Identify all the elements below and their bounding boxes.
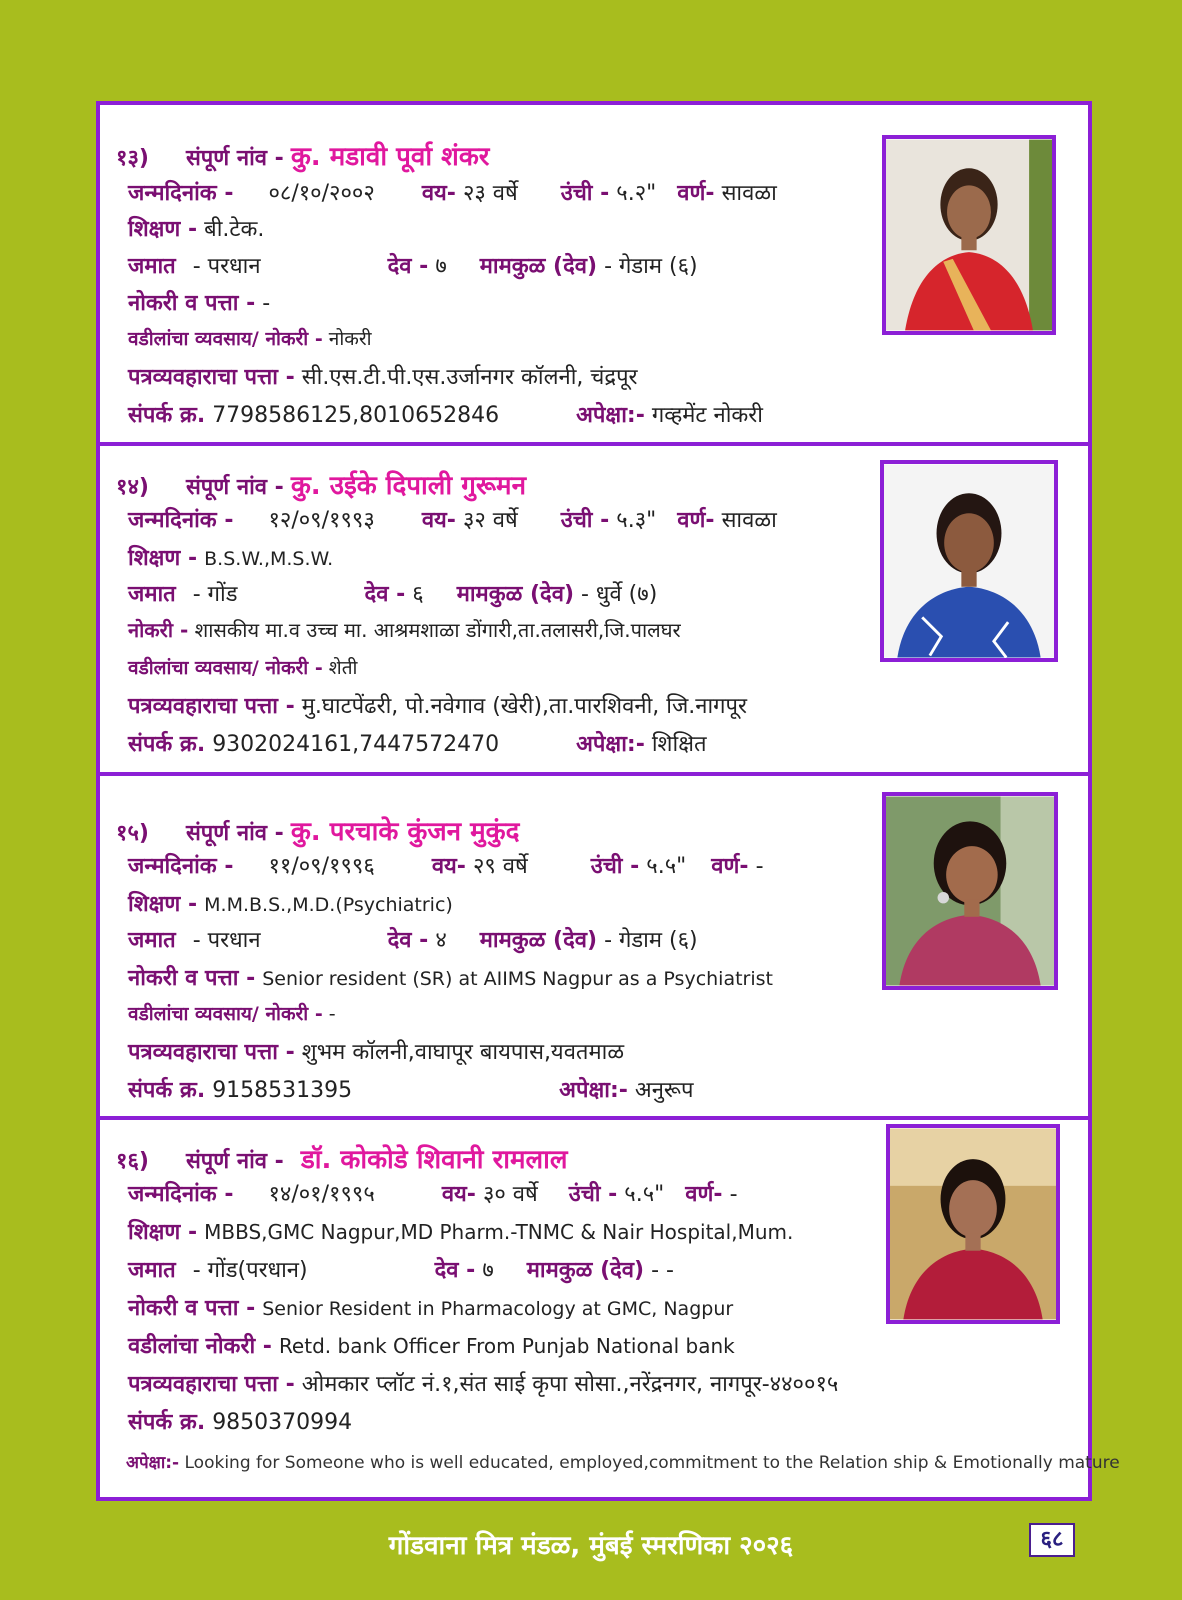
expect-label: अपेक्षा:- <box>576 732 645 757</box>
profile-photo <box>880 460 1058 662</box>
mamkul-value: - गेडाम (६) <box>604 254 698 279</box>
profile-number: १५) <box>116 821 149 846</box>
address-value: शुभम कॉलनी,वाघापूर बायपास,यवतमाळ <box>301 1040 625 1065</box>
portrait-image <box>890 1128 1056 1320</box>
contact-label: संपर्क क्र. <box>128 732 206 757</box>
profile-card <box>100 446 1088 772</box>
contact-value: 7798586125,8010652846 <box>212 403 500 428</box>
contact-value: 9158531395 <box>212 1078 353 1103</box>
father-value: - <box>328 1003 336 1025</box>
age-value: ३२ वर्षे <box>462 508 518 533</box>
education-label: शिक्षण - <box>128 217 198 242</box>
caste-value: - गोंड(परधान) <box>192 1258 308 1283</box>
dob-label: जन्मदिनांक - <box>128 1182 234 1207</box>
father-label: वडीलांचा नोकरी - <box>128 1334 272 1359</box>
address-label: पत्रव्यवहाराचा पत्ता - <box>128 694 295 719</box>
height-label: उंची - <box>560 181 610 206</box>
portrait-image <box>884 464 1054 658</box>
dob-value: १२/०९/१९९३ <box>268 508 375 533</box>
complexion-value: सावळा <box>721 508 777 533</box>
mamkul-label: मामकुळ (देव) <box>456 582 574 607</box>
profile-name: कु. परचाके कुंजन मुकुंद <box>290 817 520 847</box>
dev-label: देव - <box>434 1258 476 1283</box>
fullname-label: संपूर्ण नांव - <box>185 1149 284 1174</box>
caste-label: जमात <box>128 928 176 953</box>
job-value: Senior resident (SR) at AIIMS Nagpur as a Psychiatrist <box>262 968 773 990</box>
education-label: शिक्षण - <box>128 1220 198 1245</box>
height-label: उंची - <box>568 1182 618 1207</box>
caste-label: जमात <box>128 582 176 607</box>
contact-value: 9302024161,7447572470 <box>212 732 500 757</box>
caste-value: - परधान <box>192 254 261 279</box>
education-value: B.S.W.,M.S.W. <box>204 548 334 570</box>
expect-label: अपेक्षा:- <box>576 403 645 428</box>
job-value: शासकीय मा.व उच्च मा. आश्रमशाळा डोंगारी,ता.तलासरी,जि.पालघर <box>194 618 681 642</box>
profile-photo <box>882 135 1056 335</box>
address-label: पत्रव्यवहाराचा पत्ता - <box>128 1372 295 1397</box>
job-label: नोकरी व पत्ता - <box>128 1296 256 1321</box>
job-value: Senior Resident in Pharmacology at GMC, Nagpur <box>262 1298 734 1320</box>
profile-name: कु. उईके दिपाली गुरूमन <box>290 471 527 501</box>
dob-value: ०८/१०/२००२ <box>268 181 375 206</box>
address-value: सी.एस.टी.पी.एस.उर्जानगर कॉलनी, चंद्रपूर <box>301 365 638 390</box>
mamkul-label: मामकुळ (देव) <box>526 1258 645 1283</box>
job-label: नोकरी - <box>128 618 189 642</box>
age-label: वय- <box>421 508 456 533</box>
father-value: शेती <box>328 657 358 679</box>
profile-card <box>100 776 1088 1116</box>
complexion-value: - <box>729 1182 738 1207</box>
profile-card <box>100 1120 1120 1497</box>
education-value: MBBS,GMC Nagpur,MD Pharm.-TNMC & Nair Hospital,Mum. <box>204 1220 794 1244</box>
age-label: वय- <box>431 854 466 879</box>
father-value: नोकरी <box>328 328 372 350</box>
age-value: २३ वर्षे <box>462 181 518 206</box>
fullname-label: संपूर्ण नांव - <box>185 146 284 171</box>
dob-label: जन्मदिनांक - <box>128 181 234 206</box>
height-label: उंची - <box>560 508 610 533</box>
mamkul-label: मामकुळ (देव) <box>479 928 598 953</box>
caste-value: - परधान <box>192 928 261 953</box>
dev-label: देव - <box>364 582 406 607</box>
contact-label: संपर्क क्र. <box>128 1078 206 1103</box>
education-value: बी.टेक. <box>204 217 265 242</box>
expect-value: गव्हमेंट नोकरी <box>651 403 764 428</box>
portrait-image <box>886 139 1052 331</box>
address-label: पत्रव्यवहाराचा पत्ता - <box>128 1040 295 1065</box>
father-value: Retd. bank Officer From Punjab National bank <box>278 1334 735 1358</box>
complexion-value: सावळा <box>721 181 777 206</box>
dob-value: ११/०९/१९९६ <box>268 854 375 879</box>
profile-name: कु. मडावी पूर्वा शंकर <box>290 142 490 172</box>
dob-label: जन्मदिनांक - <box>128 854 234 879</box>
father-label: वडीलांचा व्यवसाय/ नोकरी - <box>128 328 323 350</box>
height-value: ५.५" <box>624 1182 665 1207</box>
height-value: ५.३" <box>616 508 657 533</box>
fullname-label: संपूर्ण नांव - <box>185 475 284 500</box>
expect-label: अपेक्षा:- <box>559 1078 628 1103</box>
portrait-image <box>886 796 1054 986</box>
mamkul-label: मामकुळ (देव) <box>479 254 598 279</box>
address-label: पत्रव्यवहाराचा पत्ता - <box>128 365 295 390</box>
expect-label: अपेक्षा:- <box>126 1453 180 1473</box>
mamkul-value: - - <box>651 1258 674 1283</box>
footer-title: गोंडवाना मित्र मंडळ, मुंबई स्मरणिका २०२६ <box>388 1531 794 1561</box>
contact-label: संपर्क क्र. <box>128 403 206 428</box>
dev-value: ७ <box>482 1258 494 1283</box>
dev-label: देव - <box>387 928 429 953</box>
dob-label: जन्मदिनांक - <box>128 508 234 533</box>
dev-value: ७ <box>435 254 447 279</box>
contact-label: संपर्क क्र. <box>128 1410 206 1435</box>
expect-value: अनुरूप <box>634 1078 694 1103</box>
expect-value: शिक्षित <box>651 732 707 757</box>
profiles-frame <box>96 101 1120 1501</box>
mamkul-value: - गेडाम (६) <box>604 928 698 953</box>
profile-photo <box>886 1124 1060 1324</box>
complexion-label: वर्ण- <box>711 854 749 879</box>
caste-label: जमात <box>128 254 176 279</box>
address-value: ओमकार प्लॉट नं.१,संत साई कृपा सोसा.,नरेंद्रनगर, नागपूर-४४००१५ <box>301 1372 839 1397</box>
job-label: नोकरी व पत्ता - <box>128 966 256 991</box>
expect-value: Looking for Someone who is well educated, employed,commitment to the Relation ship & Emotionally mature <box>184 1453 1120 1473</box>
height-value: ५.२" <box>616 181 657 206</box>
complexion-label: वर्ण- <box>685 1182 723 1207</box>
age-value: २९ वर्षे <box>472 854 528 879</box>
fullname-label: संपूर्ण नांव - <box>185 821 284 846</box>
caste-value: - गोंड <box>192 582 238 607</box>
dev-value: ६ <box>412 582 424 607</box>
father-label: वडीलांचा व्यवसाय/ नोकरी - <box>128 657 323 679</box>
age-value: ३० वर्षे <box>482 1182 538 1207</box>
education-label: शिक्षण - <box>128 892 198 917</box>
age-label: वय- <box>421 181 456 206</box>
address-value: मु.घाटपेंढरी, पो.नवेगाव (खेरी),ता.पारशिवनी, जि.नागपूर <box>301 694 748 719</box>
mamkul-value: - धुर्वे (७) <box>581 582 658 607</box>
profile-number: १४) <box>116 475 149 500</box>
height-label: उंची - <box>590 854 640 879</box>
profile-photo <box>882 792 1058 990</box>
complexion-value: - <box>755 854 764 879</box>
complexion-label: वर्ण- <box>677 181 715 206</box>
education-value: M.M.B.S.,M.D.(Psychiatric) <box>204 894 453 916</box>
job-label: नोकरी व पत्ता - <box>128 291 256 316</box>
page-number: ६८ <box>1029 1523 1075 1557</box>
dev-label: देव - <box>387 254 429 279</box>
father-label: वडीलांचा व्यवसाय/ नोकरी - <box>128 1003 323 1025</box>
complexion-label: वर्ण- <box>677 508 715 533</box>
contact-value: 9850370994 <box>212 1410 353 1435</box>
profile-card <box>100 105 1088 442</box>
dev-value: ४ <box>435 928 447 953</box>
job-value: - <box>262 291 271 316</box>
age-label: वय- <box>441 1182 476 1207</box>
dob-value: १४/०१/१९९५ <box>268 1182 375 1207</box>
height-value: ५.५" <box>646 854 687 879</box>
education-label: शिक्षण - <box>128 546 198 571</box>
caste-label: जमात <box>128 1258 176 1283</box>
profile-name: डॉ. कोकोडे शिवानी रामलाल <box>300 1145 568 1175</box>
profile-number: १६) <box>116 1149 149 1174</box>
profile-number: १३) <box>116 146 149 171</box>
